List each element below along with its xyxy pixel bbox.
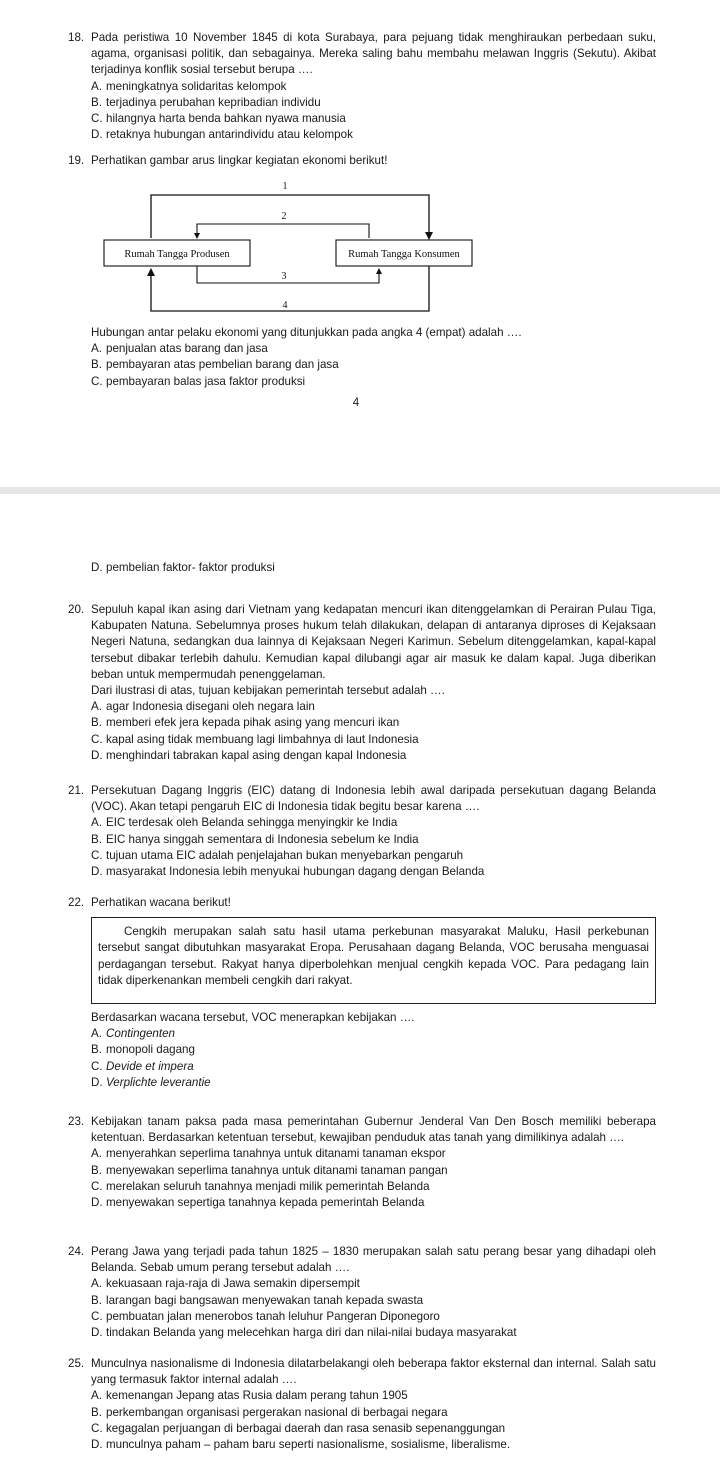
option-text: pembelian faktor- faktor produksi xyxy=(106,561,275,574)
option-d[interactable] xyxy=(91,1195,656,1211)
question-number: 19. xyxy=(68,154,85,167)
flow-line-4 xyxy=(151,266,429,311)
option-letter: C. xyxy=(91,1421,103,1435)
question-prompt: Dari ilustrasi di atas, tujuan kebijakan pemerintah tersebut adalah …. xyxy=(91,684,445,698)
page-separator xyxy=(0,487,720,494)
options-list xyxy=(91,1276,656,1341)
option-c[interactable] xyxy=(91,1059,656,1075)
option-b[interactable] xyxy=(91,715,656,731)
option-letter: C. xyxy=(91,1309,103,1323)
option-b[interactable] xyxy=(91,1405,656,1421)
flow-label-2: 2 xyxy=(281,211,287,222)
option-d[interactable] xyxy=(91,1075,656,1091)
option-letter: B. xyxy=(91,1163,102,1177)
option-a[interactable] xyxy=(91,1388,656,1404)
question-19 xyxy=(68,153,656,169)
question-number: 18. xyxy=(68,31,85,44)
option-d[interactable] xyxy=(91,748,656,764)
option-letter: D. xyxy=(91,1075,103,1089)
question-text: Kebijakan tanam paksa pada masa pemerintahan Gubernur Jenderal Van Den Bosch memiliki beberapa ketentuan. Berdasarkan ketentuan tersebut, kewajiban penduduk atas tanah yang dimilikinya adalah …. xyxy=(91,1115,656,1145)
option-letter: D. xyxy=(91,865,103,879)
flow-line-2 xyxy=(197,224,369,238)
question-prompt: Berdasarkan wacana tersebut, VOC menerapkan kebijakan …. xyxy=(91,1011,415,1025)
option-letter: A. xyxy=(91,79,102,93)
option-text: menghindari tabrakan kapal asing dengan kapal Indonesia xyxy=(106,748,407,762)
option-letter: C. xyxy=(91,1059,103,1073)
question-21 xyxy=(68,783,656,880)
option-letter: D. xyxy=(91,1196,103,1210)
consumer-label: Rumah Tangga Konsumen xyxy=(348,249,460,260)
question-20 xyxy=(68,602,656,764)
option-a[interactable] xyxy=(91,699,656,715)
option-c[interactable] xyxy=(91,374,656,390)
question-number: 25. xyxy=(68,1357,85,1370)
option-text: Verplichte leverantie xyxy=(106,1075,211,1089)
question-22 xyxy=(68,895,656,1091)
option-letter: D. xyxy=(91,1326,103,1340)
option-c[interactable] xyxy=(91,111,656,127)
option-a[interactable] xyxy=(91,79,656,95)
question-number: 23. xyxy=(68,1115,85,1128)
option-b[interactable] xyxy=(91,1163,656,1179)
question-text: Perhatikan wacana berikut! xyxy=(91,896,231,909)
option-text: tindakan Belanda yang melecehkan harga diri dan nilai-nilai budaya masyarakat xyxy=(106,1326,517,1340)
option-a[interactable] xyxy=(91,341,656,357)
question-19-option-d xyxy=(68,560,656,576)
question-text: Munculnya nasionalisme di Indonesia dilatarbelakangi oleh beberapa faktor eksternal dan internal. Salah satu yang termasuk faktor internal adalah …. xyxy=(91,1357,656,1387)
option-letter: C. xyxy=(91,732,103,746)
option-text: masyarakat Indonesia lebih menyukai hubungan dagang dengan Belanda xyxy=(106,865,485,879)
option-letter: A. xyxy=(91,342,102,356)
question-number: 24. xyxy=(68,1245,85,1258)
option-letter: D. xyxy=(91,561,103,574)
option-text: pembuatan jalan menerobos tanah leluhur Pangeran Diponegoro xyxy=(106,1309,440,1323)
option-text: hilangnya harta benda bahkan nyawa manusia xyxy=(106,112,346,126)
option-text: pembayaran balas jasa faktor produksi xyxy=(106,374,306,388)
option-letter: C. xyxy=(91,848,103,862)
page-bottom xyxy=(0,494,720,1464)
flow-label-4: 4 xyxy=(282,300,288,311)
option-letter: A. xyxy=(91,1389,102,1403)
flow-line-1 xyxy=(151,195,429,238)
option-text: agar Indonesia disegani oleh negara lain xyxy=(106,700,315,714)
option-letter: D. xyxy=(91,128,103,142)
option-text: perkembangan organisasi pergerakan nasional di berbagai negara xyxy=(106,1405,448,1419)
option-text: EIC hanya singgah sementara di Indonesia sebelum ke India xyxy=(106,832,419,846)
option-c[interactable] xyxy=(91,848,656,864)
option-b[interactable] xyxy=(91,95,656,111)
question-prompt: Hubungan antar pelaku ekonomi yang ditunjukkan pada angka 4 (empat) adalah …. xyxy=(91,326,522,339)
circular-flow-diagram xyxy=(100,180,480,315)
option-letter: B. xyxy=(91,95,102,109)
question-text: Sepuluh kapal ikan asing dari Vietnam yang kedapatan mencuri ikan ditenggelamkan di Perairan Pulau Tiga, Kabupaten Natuna. Sebelumnya proses hukum telah dilakukan, delapan di antaranya diproses di Kejaksaan Negeri Natuna, sedangkan dua lainnya di Kejaksaan Negeri Karimun. Sebelum ditenggelamkan, kapal-kapal tersebut dibakar terlebih dahulu. Kemudian kapal dilubangi agar air masuk ke dalam kapal. Juga diberikan beban untuk mempermudah penenggelaman. xyxy=(91,603,656,681)
option-a[interactable] xyxy=(91,1276,656,1292)
options-list xyxy=(91,1026,656,1091)
arrow-head-4 xyxy=(147,268,155,276)
options-list xyxy=(91,815,656,880)
option-text: Contingenten xyxy=(106,1027,175,1041)
option-a[interactable] xyxy=(91,1146,656,1162)
question-24 xyxy=(68,1244,656,1341)
page-number: 4 xyxy=(352,396,360,409)
question-text: Pada peristiwa 10 November 1845 di kota Surabaya, para pejuang tidak menghiraukan perbedaan suku, agama, organisasi politik, dan sebagainya. Mereka saling bahu membahu melawan Inggris (Sekutu). Akibat terjadinya konflik sosial tersebut berupa …. xyxy=(91,31,656,77)
option-d[interactable] xyxy=(91,1437,656,1453)
option-d[interactable] xyxy=(91,1325,656,1341)
option-text: menyewakan seperlima tanahnya untuk ditanami tanaman pangan xyxy=(106,1163,448,1177)
question-text: Persekutuan Dagang Inggris (EIC) datang di Indonesia lebih awal daripada persekutuan dagang Belanda (VOC). Akan tetapi pengaruh EIC di Indonesia tidak begitu besar karena …. xyxy=(91,784,656,814)
option-letter: A. xyxy=(91,1147,102,1161)
option-text: Devide et impera xyxy=(106,1059,194,1073)
flow-label-3: 3 xyxy=(281,271,287,282)
option-a[interactable] xyxy=(91,815,656,831)
option-letter: C. xyxy=(91,1179,103,1193)
option-letter: B. xyxy=(91,358,102,372)
flow-label-1: 1 xyxy=(282,181,288,192)
option-b[interactable] xyxy=(91,1293,656,1309)
option-b[interactable] xyxy=(91,357,656,373)
option-text: menyewakan sepertiga tanahnya kepada pemerintah Belanda xyxy=(106,1196,425,1210)
option-c[interactable] xyxy=(91,1309,656,1325)
arrow-head-3 xyxy=(376,268,382,274)
option-text: larangan bagi bangsawan menyewakan tanah kepada swasta xyxy=(106,1293,424,1307)
option-c[interactable] xyxy=(91,1421,656,1437)
option-text: merelakan seluruh tanahnya menjadi milik pemerintah Belanda xyxy=(106,1179,430,1193)
options-list xyxy=(91,1388,656,1453)
option-b[interactable] xyxy=(91,832,656,848)
producer-label: Rumah Tangga Produsen xyxy=(124,249,230,260)
options-list xyxy=(91,1146,656,1211)
option-letter: D. xyxy=(91,1438,103,1452)
option-letter: B. xyxy=(91,1043,102,1057)
option-letter: B. xyxy=(91,1405,102,1419)
option-d[interactable] xyxy=(91,560,656,576)
option-text: pembayaran atas pembelian barang dan jasa xyxy=(106,358,339,372)
option-text: tujuan utama EIC adalah penjelajahan bukan menyebarkan pengaruh xyxy=(106,848,464,862)
option-text: kegagalan perjuangan di berbagai daerah dan rasa senasib sepenanggungan xyxy=(106,1421,506,1435)
option-text: penjualan atas barang dan jasa xyxy=(106,342,268,356)
option-letter: C. xyxy=(91,374,103,388)
question-number: 21. xyxy=(68,784,85,797)
option-text: EIC terdesak oleh Belanda sehingga menyingkir ke India xyxy=(106,816,398,830)
question-19-continued xyxy=(68,325,656,390)
option-letter: B. xyxy=(91,832,102,846)
question-number: 20. xyxy=(68,603,85,616)
options-list xyxy=(91,341,656,390)
option-text: retaknya hubungan antarindividu atau kelompok xyxy=(106,128,353,142)
option-letter: A. xyxy=(91,816,102,830)
option-text: kapal asing tidak membuang lagi limbahnya di laut Indonesia xyxy=(106,732,419,746)
arrow-head-2 xyxy=(194,233,200,239)
question-23 xyxy=(68,1114,656,1211)
option-letter: A. xyxy=(91,700,102,714)
option-text: memberi efek jera kepada pihak asing yang mencuri ikan xyxy=(106,716,400,730)
option-letter: B. xyxy=(91,1293,102,1307)
options-list xyxy=(91,699,656,764)
option-letter: C. xyxy=(91,112,103,126)
question-25 xyxy=(68,1356,656,1453)
option-text: munculnya paham – paham baru seperti nasionalisme, sosialisme, liberalisme. xyxy=(106,1438,511,1452)
options-list xyxy=(91,79,656,144)
question-text: Perhatikan gambar arus lingkar kegiatan ekonomi berikut! xyxy=(91,154,388,167)
option-letter: B. xyxy=(91,716,102,730)
flow-line-3 xyxy=(197,266,379,283)
option-c[interactable] xyxy=(91,732,656,748)
arrow-head-1 xyxy=(425,232,433,240)
option-letter: A. xyxy=(91,1277,102,1291)
option-text: monopoli dagang xyxy=(106,1043,195,1057)
option-letter: A. xyxy=(91,1027,102,1041)
option-text: kekuasaan raja-raja di Jawa semakin dipersempit xyxy=(106,1277,360,1291)
question-18 xyxy=(68,30,656,143)
option-a[interactable] xyxy=(91,1026,656,1042)
reading-passage: Cengkih merupakan salah satu hasil utama perkebunan masyarakat Maluku, Hasil perkebunan tersebut sangat dibutuhkan masyarakat Eropa. Perusahaan dagang Belanda, VOC berusaha menguasai perdagangan tersebut. Rakyat hanya diperbolehkan menjual cengkih kepada VOC. Para pedagang lain tidak diperkenankan membeli cengkih dari rakyat. xyxy=(91,917,656,1004)
page-top xyxy=(0,0,720,487)
option-text: menyerahkan seperlima tanahnya untuk ditanami tanaman ekspor xyxy=(106,1147,446,1161)
option-d[interactable] xyxy=(91,864,656,880)
option-text: kemenangan Jepang atas Rusia dalam perang tahun 1905 xyxy=(106,1389,408,1403)
option-letter: D. xyxy=(91,748,103,762)
option-d[interactable] xyxy=(91,127,656,143)
option-text: meningkatnya solidaritas kelompok xyxy=(106,79,287,93)
option-text: terjadinya perubahan kepribadian individu xyxy=(106,95,321,109)
question-text: Perang Jawa yang terjadi pada tahun 1825 – 1830 merupakan salah satu perang besar yang dihadapi oleh Belanda. Sebab umum perang tersebut adalah …. xyxy=(91,1245,656,1275)
option-b[interactable] xyxy=(91,1042,656,1058)
option-c[interactable] xyxy=(91,1179,656,1195)
question-number: 22. xyxy=(68,896,85,909)
